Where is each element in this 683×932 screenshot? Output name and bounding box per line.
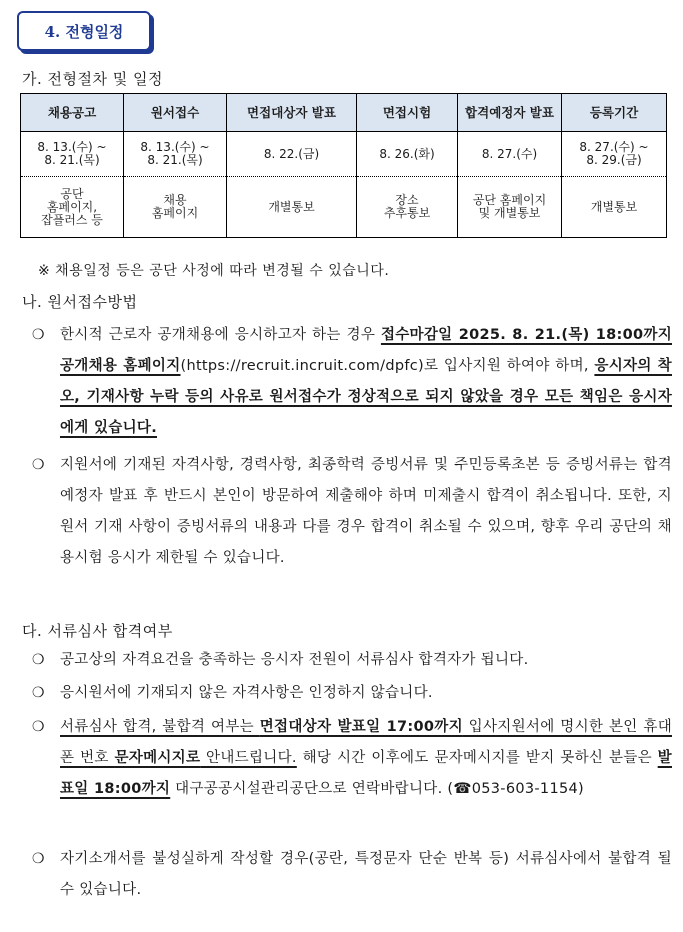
section-title-box <box>17 11 151 51</box>
date-cell: 8. 13.(수) ~ 8. 21.(목) <box>124 132 227 177</box>
notice-cell: 개별통보 <box>562 177 667 238</box>
header-cell: 채용공고 <box>21 94 124 132</box>
schedule-header-row <box>21 94 667 132</box>
circle-bullet-icon: ❍ <box>32 457 45 473</box>
application-bullet-1: ❍ 한시적 근로자 공개채용에 응시하고자 하는 경우 접수마감일 2025. 8. 21.(목) 18:00까지 공개채용 홈페이지(https://recruit.incruit.com/dpfc)로 입사지원 하여야 하며, 응시자의 착오, 기재사항 누락 등의 사유로 원서접수가 정상적으로 되지 않았을 경우 모든 책임은 응시자에게 있습니다. <box>32 320 672 444</box>
header-cell: 등록기간 <box>562 94 667 132</box>
header-cell: 면접시험 <box>357 94 458 132</box>
header-cell: 원서접수 <box>124 94 227 132</box>
schedule-notice-row <box>21 177 667 238</box>
schedule-table <box>20 93 667 238</box>
schedule-dates-row <box>21 132 667 177</box>
subsection-na-heading: 나. 원서접수방법 <box>22 293 138 311</box>
date-cell: 8. 26.(화) <box>357 132 458 177</box>
notice-cell: 공단 홈페이지 및 개별통보 <box>458 177 562 238</box>
screening-bullet-4: ❍ 자기소개서를 불성실하게 작성할 경우(공란, 특정문자 단순 반복 등) 서류심사에서 불합격 될 수 있습니다. <box>32 844 672 906</box>
circle-bullet-icon: ❍ <box>32 851 45 867</box>
notice-cell: 채용 홈페이지 <box>124 177 227 238</box>
circle-bullet-icon: ❍ <box>32 652 45 668</box>
header-cell: 면접대상자 발표 <box>227 94 357 132</box>
subsection-da-heading: 다. 서류심사 합격여부 <box>22 622 173 640</box>
notice-cell: 개별통보 <box>227 177 357 238</box>
screening-bullet-1: ❍ 공고상의 자격요건을 충족하는 응시자 전원이 서류심사 합격자가 됩니다. <box>32 645 672 676</box>
screening-bullet-2: ❍ 응시원서에 기재되지 않은 자격사항은 인정하지 않습니다. <box>32 678 672 709</box>
screening-bullet-3: ❍ 서류심사 합격, 불합격 여부는 면접대상자 발표일 17:00까지 입사지원서에 명시한 본인 휴대폰 번호 문자메시지로 안내드립니다. 해당 시간 이후에도 문자메시지를 받지 못하신 분들은 발표일 18:00까지 대구공공시설관리공단으로 연락바랍니다. (☎053-603-1154) <box>32 712 672 805</box>
application-bullet-2: ❍ 지원서에 기재된 자격사항, 경력사항, 최종학력 증빙서류 및 주민등록초본 등 증빙서류는 합격예정자 발표 후 반드시 본인이 방문하여 제출해야 하며 미제출시 합격이 취소됩니다. 또한, 지원서 기재 사항이 증빙서류의 내용과 다를 경우 합격이 취소될 수 있으며, 향후 우리 공단의 채용시험 응시가 제한될 수 있습니다. <box>32 450 672 574</box>
notice-cell: 장소 추후통보 <box>357 177 458 238</box>
header-cell: 합격예정자 발표 <box>458 94 562 132</box>
date-cell: 8. 27.(수) <box>458 132 562 177</box>
subsection-ga-heading: 가. 전형절차 및 일정 <box>22 70 163 88</box>
circle-bullet-icon: ❍ <box>32 685 45 701</box>
section-title: 4. 전형일정 <box>44 22 124 41</box>
circle-bullet-icon: ❍ <box>32 327 45 343</box>
schedule-note: ※ 채용일정 등은 공단 사정에 따라 변경될 수 있습니다. <box>38 263 390 279</box>
circle-bullet-icon: ❍ <box>32 719 45 735</box>
date-cell: 8. 27.(수) ~ 8. 29.(금) <box>562 132 667 177</box>
date-cell: 8. 22.(금) <box>227 132 357 177</box>
date-cell: 8. 13.(수) ~ 8. 21.(목) <box>21 132 124 177</box>
notice-cell: 공단 홈페이지, 잡플러스 등 <box>21 177 124 238</box>
